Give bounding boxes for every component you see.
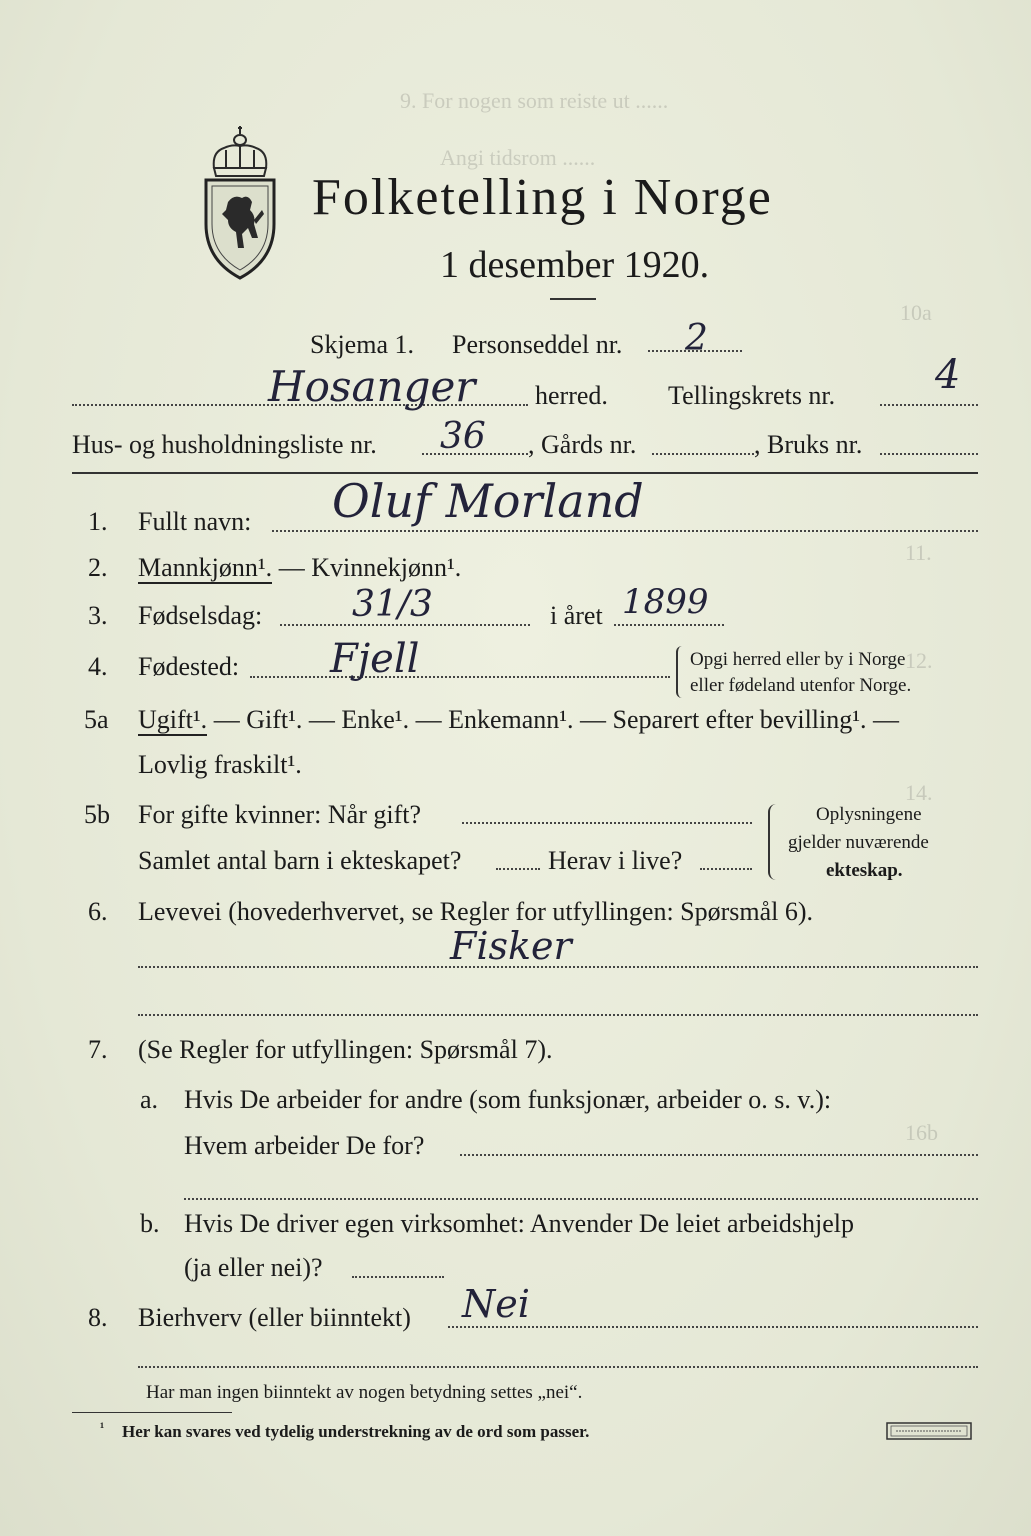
q3-value: 31/3 xyxy=(352,584,433,625)
q8-number: 8. xyxy=(88,1303,108,1332)
q4-note-line1: Opgi herred eller by i Norge xyxy=(690,649,906,670)
q2-number: 2. xyxy=(88,553,108,582)
q6-number: 6. xyxy=(88,897,108,926)
q7-label: (Se Regler for utfyllingen: Spørsmål 7). xyxy=(138,1035,553,1064)
form-title: Folketelling i Norge xyxy=(312,169,773,226)
q3-number: 3. xyxy=(88,601,108,630)
footnote-separator xyxy=(72,1412,232,1413)
tellingskrets-label: Tellingskrets nr. xyxy=(668,381,836,410)
q5b-children-field-line xyxy=(496,868,540,870)
q2-options xyxy=(138,553,461,583)
husliste-label: Hus- og husholdningsliste nr. xyxy=(72,430,377,459)
q6-value: Fisker xyxy=(450,924,572,968)
q2-kvinnekjonn-option: — Kvinnekjønn¹. xyxy=(272,553,462,582)
title-divider xyxy=(550,298,596,300)
q5b-when-married-label: For gifte kvinner: Når gift? xyxy=(138,800,422,829)
q3-label: Fødselsdag: xyxy=(138,601,263,630)
q5a-number: 5a xyxy=(84,705,109,734)
q5b-number: 5b xyxy=(84,800,110,829)
q7a-field-line1 xyxy=(460,1154,978,1156)
form-date: 1 desember 1920. xyxy=(440,244,710,286)
q4-value: Fjell xyxy=(330,636,420,682)
q1-field-line xyxy=(272,530,978,532)
tellingskrets-value: 4 xyxy=(935,352,961,398)
q7b-label-line1: Hvis De driver egen virksomhet: Anvender De leiet arbeidshjelp xyxy=(184,1209,855,1238)
gards-label: , Gårds nr. xyxy=(528,430,637,459)
q3-year-value: 1899 xyxy=(622,582,709,622)
q7-number: 7. xyxy=(88,1035,108,1064)
q2-mannkjonn-option: Mannkjønn¹. xyxy=(138,553,273,582)
personseddel-label: Personseddel nr. xyxy=(452,330,623,359)
q7a-field-line2 xyxy=(184,1198,978,1200)
q3-year-label: i året xyxy=(550,601,603,630)
q4-note-line2: eller fødeland utenfor Norge. xyxy=(690,675,912,696)
herred-label: herred. xyxy=(535,381,608,410)
footnote-text: Her kan svares ved tydelig understrekning av de ord som passer. xyxy=(122,1422,590,1441)
q1-value: Oluf Morland xyxy=(332,474,644,528)
q8-value: Nei xyxy=(462,1282,530,1326)
bleed-through-text: 12. xyxy=(905,648,933,673)
q5b-note-bracket xyxy=(768,804,780,880)
printer-stamp-icon xyxy=(886,1422,972,1440)
bleed-through-text: 10a xyxy=(900,300,932,325)
q5b-alive-label: Herav i live? xyxy=(548,846,683,875)
q5b-alive-field-line xyxy=(700,868,752,870)
q7a-label-line2: Hvem arbeider De for? xyxy=(184,1131,425,1160)
bleed-through-text: Angi tidsrom ...... xyxy=(440,145,596,170)
q5a-other-options: — Gift¹. — Enke¹. — Enkemann¹. — Separert efter bevilling¹. — xyxy=(207,705,900,734)
bleed-through-text: 9. For nogen som reiste ut ...... xyxy=(400,88,669,113)
q7a-label-line1: Hvis De arbeider for andre (som funksjonær, arbeider o. s. v.): xyxy=(184,1085,832,1114)
q6-label: Levevei (hovederhvervet, se Regler for utfyllingen: Spørsmål 6). xyxy=(138,897,814,926)
q7b-letter: b. xyxy=(140,1209,160,1238)
q7b-field-line xyxy=(352,1276,444,1278)
personseddel-value: 2 xyxy=(685,318,708,359)
footer-note: Har man ingen biinntekt av nogen betydning settes „nei“. xyxy=(146,1382,583,1403)
bleed-through-text: 11. xyxy=(905,540,932,565)
herred-value: Hosanger xyxy=(268,362,476,411)
q3-year-field-line xyxy=(614,624,724,626)
q1-number: 1. xyxy=(88,507,108,536)
q8-field-line1 xyxy=(448,1326,978,1328)
q5b-when-married-field-line xyxy=(462,822,752,824)
tellingskrets-field-line xyxy=(880,404,978,406)
schema-label: Skjema 1. xyxy=(310,330,414,359)
norwegian-coat-of-arms-icon xyxy=(198,124,284,282)
bruks-field-line xyxy=(880,453,978,455)
q5b-note-line2: gjelder nuværende xyxy=(788,832,929,853)
husliste-value: 36 xyxy=(440,416,486,457)
q6-field-line2 xyxy=(138,1014,978,1016)
q5b-note-line3: ekteskap. xyxy=(826,860,903,881)
q8-field-line2 xyxy=(138,1366,978,1368)
q4-number: 4. xyxy=(88,652,108,681)
q4-label: Fødested: xyxy=(138,652,240,681)
q5a-ugift-option: Ugift¹. xyxy=(138,705,208,734)
q7a-letter: a. xyxy=(140,1085,159,1114)
q8-label: Bierhverv (eller biinntekt) xyxy=(138,1303,411,1332)
q4-note-bracket xyxy=(676,646,688,698)
q7b-label-line2: (ja eller nei)? xyxy=(184,1253,323,1282)
q4-field-line xyxy=(250,676,670,678)
q5b-children-label: Samlet antal barn i ekteskapet? xyxy=(138,846,462,875)
bleed-through-text: 14. xyxy=(905,780,933,805)
footnote-mark: ¹ xyxy=(100,1421,105,1436)
q5a-line2: Lovlig fraskilt¹. xyxy=(138,750,302,779)
q1-label: Fullt navn: xyxy=(138,507,252,536)
q5b-note-line1: Oplysningene xyxy=(816,804,922,825)
q5a-options xyxy=(138,705,899,735)
bleed-through-text: 16b xyxy=(905,1120,938,1145)
gards-field-line xyxy=(652,453,754,455)
bruks-label: , Bruks nr. xyxy=(754,430,863,459)
